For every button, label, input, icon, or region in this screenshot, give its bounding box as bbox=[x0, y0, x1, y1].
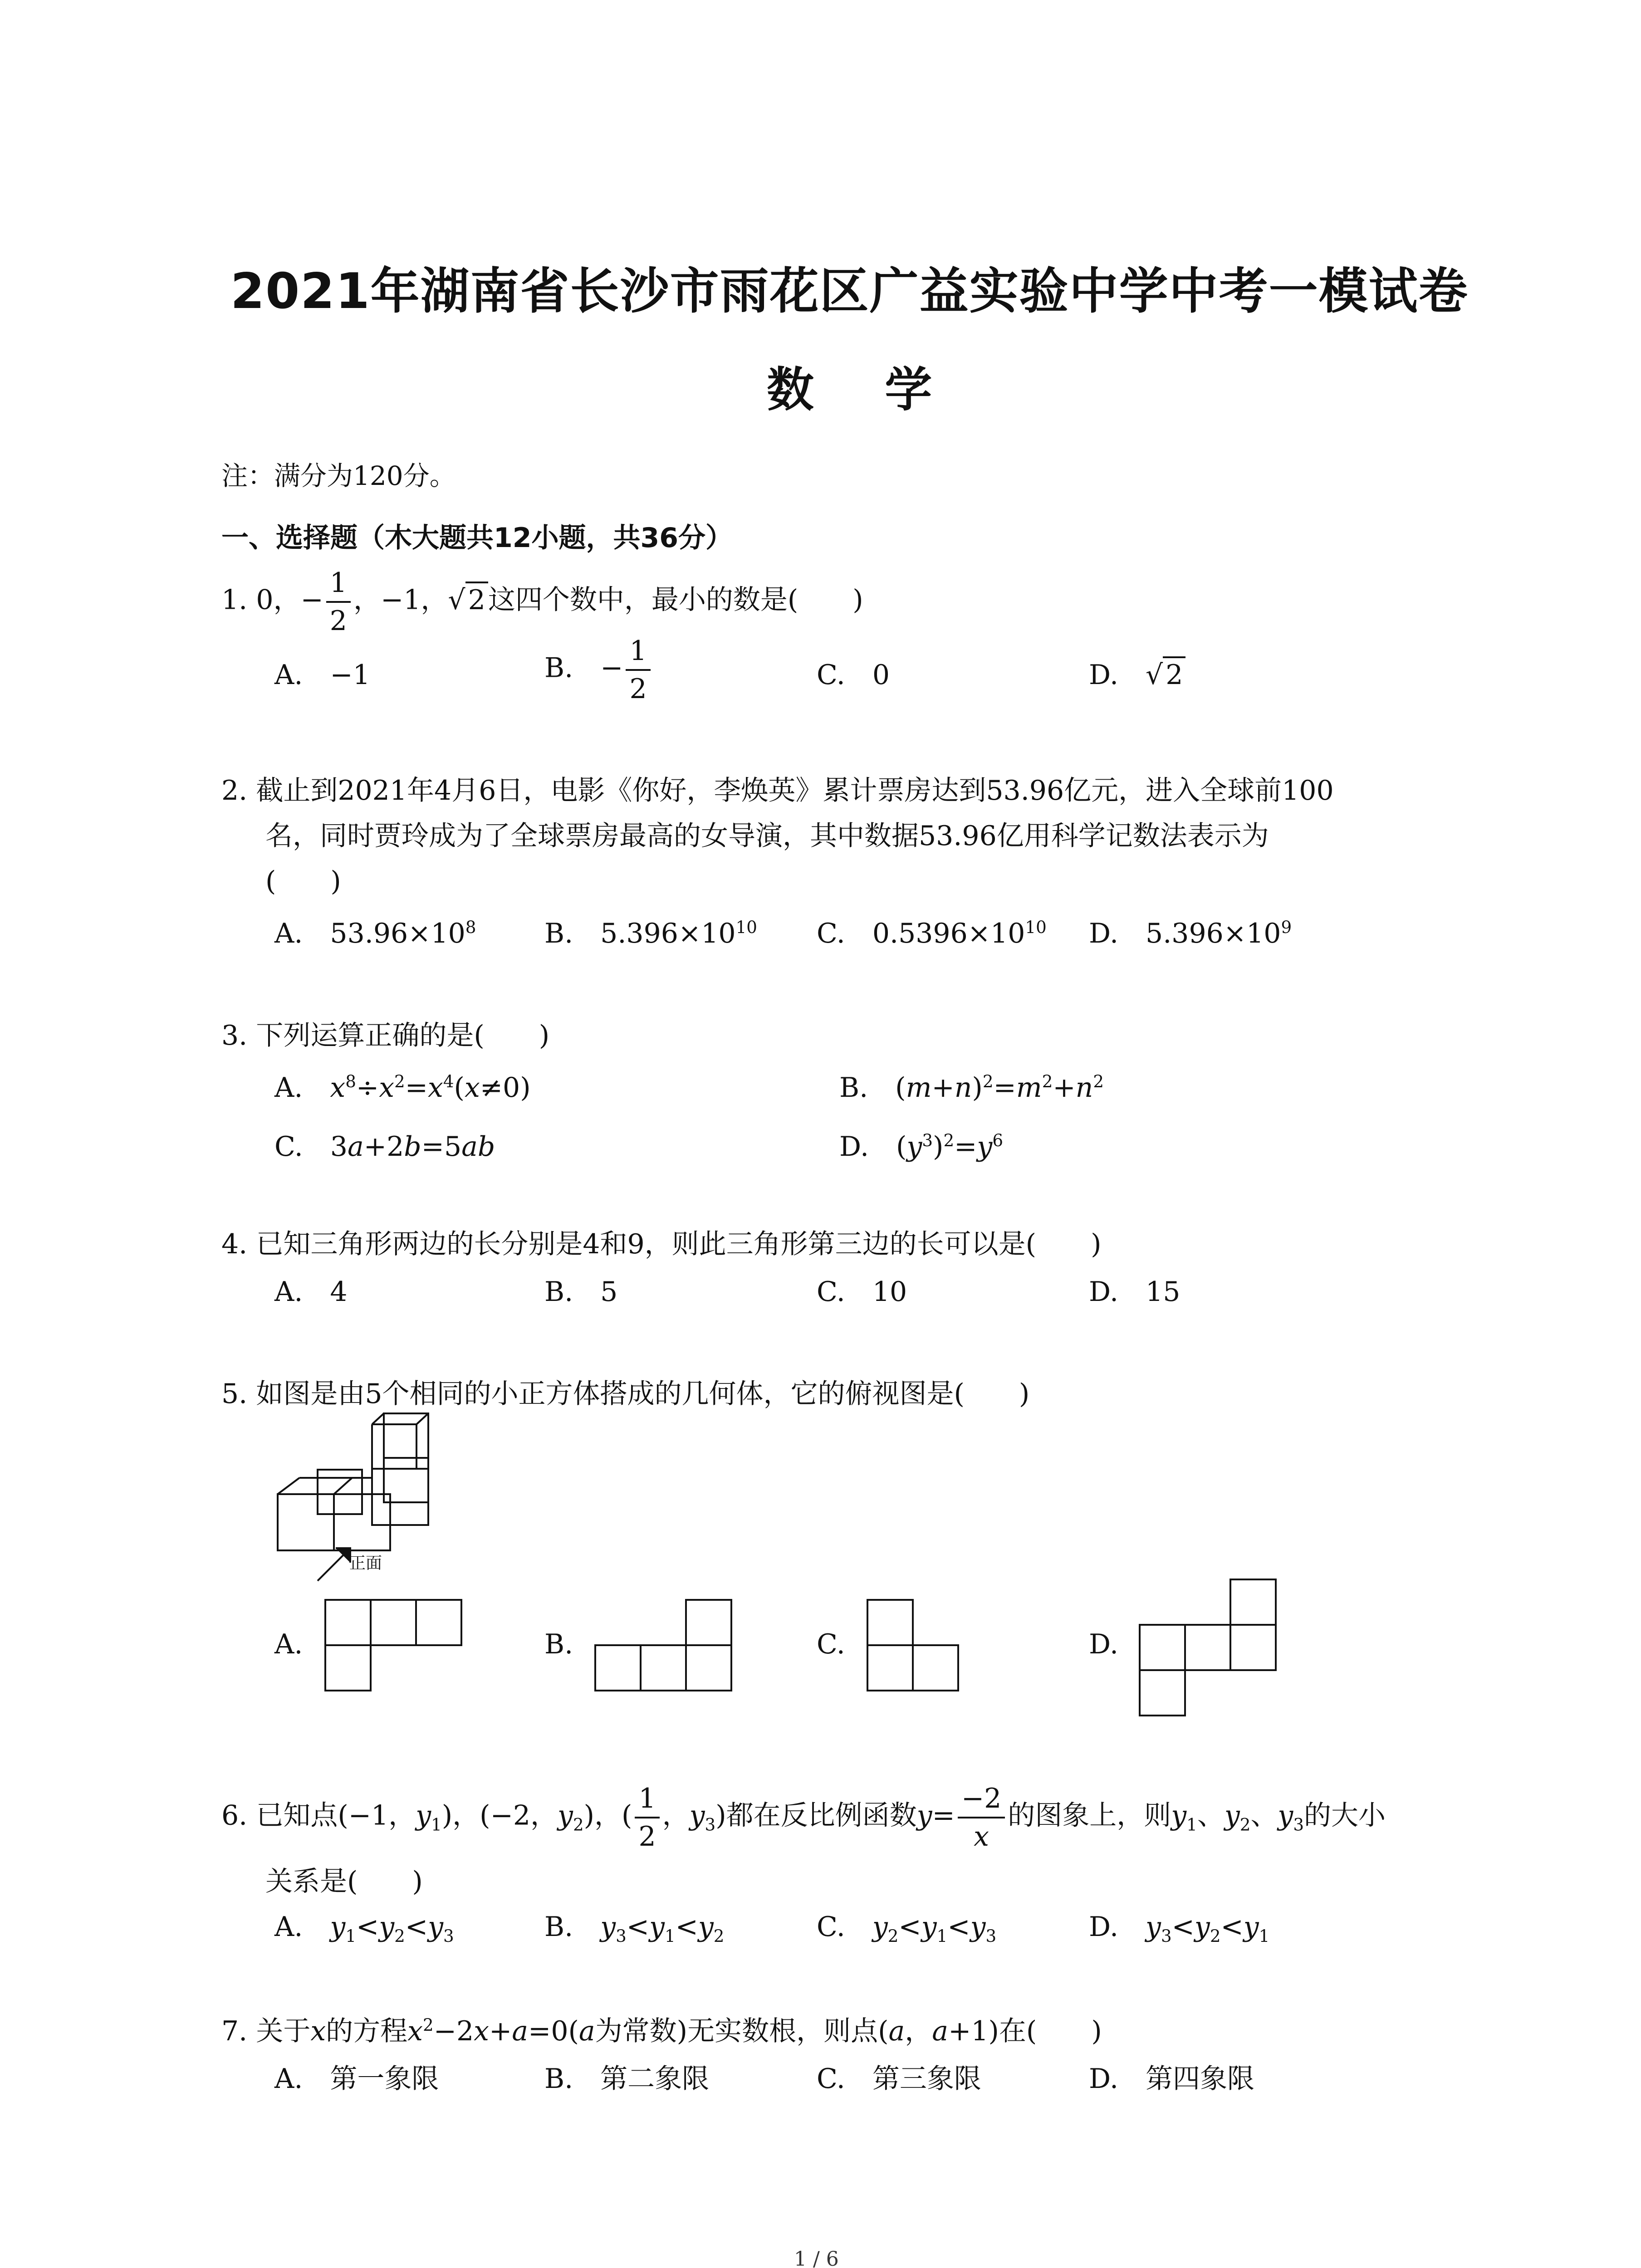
front-label: 正面 bbox=[349, 1554, 382, 1573]
q3-option-c: C. 3a+2b=5ab bbox=[274, 1131, 495, 1163]
question-3: 3. 下列运算正确的是( ) bbox=[221, 1020, 550, 1051]
q1-option-c: C. 0 bbox=[817, 659, 890, 691]
q4-option-c: C. 10 bbox=[817, 1276, 907, 1308]
question-6-line-2: 关系是( ) bbox=[265, 1866, 423, 1897]
q2-option-d: D. $5.396\times 10^9$ bbox=[1089, 917, 1292, 949]
question-4: 4. 已知三角形两边的长分别是4和9，则此三角形第三边的长可以是( ) bbox=[221, 1228, 1102, 1260]
question-2-line-2: 名，同时贾玲成为了全球票房最高的女导演，其中数据53.96亿用科学记数法表示为 bbox=[265, 820, 1269, 852]
section-heading-choice: 一、选择题（木大题共12小题，共36分） bbox=[221, 522, 733, 554]
score-note: 注：满分为120分。 bbox=[221, 460, 456, 491]
question-2-line-1: 2. 截止到2021年4月6日，电影《你好，李焕英》累计票房达到53.96亿元，进入全球前100 bbox=[221, 775, 1334, 807]
q2-option-c: C. $0.5396\times 10^{10}$ bbox=[817, 917, 1047, 949]
q5-option-d-figure bbox=[1139, 1579, 1279, 1719]
q5-option-b-label: B. bbox=[544, 1628, 573, 1660]
q4-option-a: A. 4 bbox=[274, 1276, 348, 1308]
q5-option-a-figure bbox=[324, 1599, 465, 1694]
q5-option-d-label: D. bbox=[1089, 1628, 1119, 1660]
subject-title: 数 学 bbox=[767, 362, 960, 417]
question-number: 4. bbox=[221, 1228, 248, 1260]
q6-option-a: A. $y_1<y_2<y_3$ bbox=[274, 1911, 454, 1946]
q3-option-b: B. $(m+n)^2=m^2+n^2$ bbox=[839, 1071, 1104, 1104]
q1-option-b: B. − $\frac{1}{2}$ bbox=[544, 637, 653, 703]
question-number: 1. bbox=[221, 584, 248, 616]
sqrt-expression: √ 2 bbox=[448, 582, 488, 616]
q6-option-c: C. $y_2<y_1<y_3$ bbox=[817, 1911, 997, 1946]
q7-option-c: C. 第三象限 bbox=[817, 2063, 981, 2095]
question-7: 7. 关于x的方程$x^2-2x+a=0(a$为常数)无实数根，则点(a，a+1)在( ) bbox=[221, 2015, 1102, 2047]
question-number: 6. bbox=[221, 1799, 248, 1832]
question-number: 7. bbox=[221, 2015, 248, 2047]
question-5: 5. 如图是由5个相同的小正方体搭成的几何体，它的俯视图是( ) bbox=[221, 1378, 1030, 1410]
q4-option-d: D. 15 bbox=[1089, 1276, 1181, 1308]
q6-option-b: B. $y_3<y_1<y_2$ bbox=[544, 1911, 725, 1946]
question-number: 3. bbox=[221, 1020, 248, 1051]
q5-option-c-figure bbox=[867, 1599, 962, 1694]
q5-option-b-figure bbox=[594, 1599, 735, 1694]
q4-option-b: B. 5 bbox=[544, 1276, 618, 1308]
q2-option-b: B. $5.396\times 10^{10}$ bbox=[544, 917, 757, 949]
q7-option-a: A. 第一象限 bbox=[274, 2063, 439, 2095]
question-number: 2. bbox=[221, 775, 248, 807]
fraction: $\frac{1}{2}$ bbox=[326, 569, 351, 635]
q5-option-c-label: C. bbox=[817, 1628, 845, 1660]
q7-option-d: D. 第四象限 bbox=[1089, 2063, 1255, 2095]
page-number: 1 / 6 bbox=[794, 2248, 839, 2268]
question-2-line-3: ( ) bbox=[265, 865, 341, 897]
q6-option-d: D. $y_3<y_2<y_1$ bbox=[1089, 1911, 1270, 1946]
q3-option-d: D. $(y^3)^2=y^6$ bbox=[839, 1130, 1003, 1163]
exam-title: 2021年湖南省长沙市雨花区广益实验中学中考一模试卷 bbox=[230, 263, 1469, 320]
q1-option-d: D. √ 2 bbox=[1089, 653, 1185, 692]
q5-option-a-label: A. bbox=[274, 1628, 303, 1660]
question-6: 6. 已知点(−1，$y_1$)，(−2，$y_2$)，( $\frac{1}{2}$ ，$y_3$)都在反比例函数y= $\frac{-2}{x}$ 的图象上，则$y_1$、$y_2$、$y_3$的大小 bbox=[221, 1783, 1386, 1853]
question-number: 5. bbox=[221, 1378, 248, 1410]
q2-option-a: A. $53.96\times 10^8$ bbox=[274, 917, 476, 949]
question-1: 1. 0，− $\frac{1}{2}$ ，−1，√ 2 这四个数中，最小的数是( ) bbox=[221, 567, 863, 637]
q7-option-b: B. 第二象限 bbox=[544, 2063, 710, 2095]
q1-option-a: A. −1 bbox=[274, 659, 370, 691]
q3-option-a: A. $x^8\div x^2=x^4(x\ne 0)$ bbox=[274, 1071, 531, 1104]
